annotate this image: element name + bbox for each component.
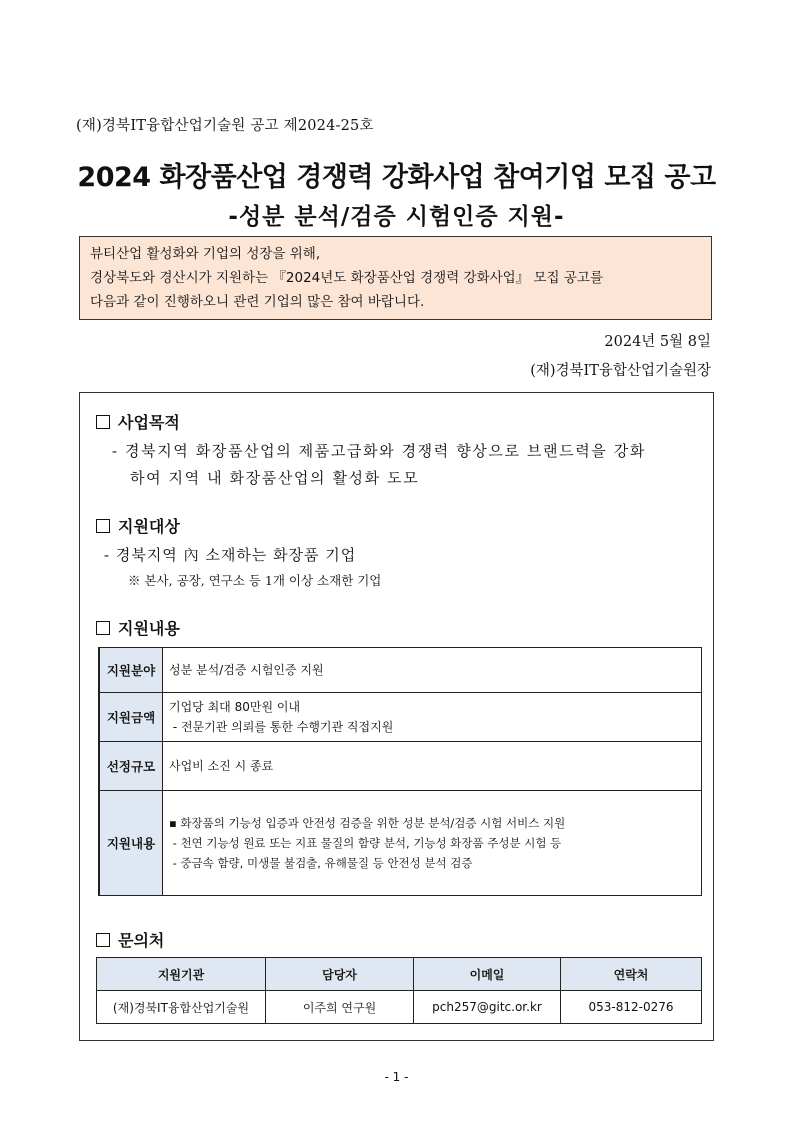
checkbox-square-icon — [96, 415, 110, 429]
contact-email[interactable]: pch257@gitc.or.kr — [414, 991, 561, 1024]
column-header: 담당자 — [266, 958, 414, 991]
table-header-row — [97, 958, 702, 991]
support-table — [98, 647, 702, 896]
row-value: 사업비 소진 시 종료 — [163, 742, 702, 791]
row-value: 성분 분석/검증 시험인증 지원 — [163, 648, 702, 693]
row-value: ▪ 화장품의 기능성 입증과 안전성 검증을 위한 성분 분석/검증 시험 서비스 지원 - 천연 기능성 원료 또는 지표 물질의 함량 분석, 기능성 화장품 주성분 시험 등 - 중금속 함량, 미생물 불검출, 유해물질 등 안전성 분석 검증 — [163, 791, 702, 896]
table-row — [99, 648, 702, 693]
checkbox-square-icon — [96, 519, 110, 533]
row-label: 지원내용 — [99, 791, 163, 896]
intro-line: 다음과 같이 진행하오니 관련 기업의 많은 참여 바랍니다. — [90, 294, 425, 310]
intro-line: 경상북도와 경산시가 지원하는 『2024년도 화장품산업 경쟁력 강화사업』 모집 공고를 — [90, 270, 603, 286]
issuer-name: (재)경북IT융합산업기술원장 — [530, 363, 711, 379]
contact-org: (재)경북IT융합산업기술원 — [97, 991, 266, 1024]
target-note: ※ 본사, 공장, 연구소 등 1개 이상 소재한 기업 — [128, 573, 382, 588]
row-label: 지원분야 — [99, 648, 163, 693]
checkbox-square-icon — [96, 621, 110, 635]
notice-number: (재)경북IT융합산업기술원 공고 제2024-25호 — [76, 118, 374, 134]
page-number: - 1 - — [384, 1070, 409, 1084]
contact-person: 이주희 연구원 — [266, 991, 414, 1024]
row-value: 기업당 최대 80만원 이내 - 전문기관 의뢰를 통한 수행기관 직접지원 — [163, 693, 702, 742]
table-row — [99, 693, 702, 742]
table-row — [99, 791, 702, 896]
section-heading-content: 지원내용 — [96, 616, 180, 639]
column-header: 이메일 — [414, 958, 561, 991]
notice-date: 2024년 5월 8일 — [604, 334, 711, 350]
page-subtitle: -성분 분석/검증 시험인증 지원- — [228, 204, 565, 230]
section-heading-contact: 문의처 — [96, 928, 164, 951]
section-heading-target: 지원대상 — [96, 514, 180, 537]
column-header: 연락처 — [561, 958, 702, 991]
contact-table — [96, 957, 702, 1024]
table-row — [99, 742, 702, 791]
table-row — [97, 991, 702, 1024]
section-heading-purpose: 사업목적 — [96, 410, 180, 433]
intro-box — [79, 236, 712, 320]
checkbox-square-icon — [96, 933, 110, 947]
contact-phone: 053-812-0276 — [561, 991, 702, 1024]
row-label: 선정규모 — [99, 742, 163, 791]
purpose-line: - 경북지역 화장품산업의 제품고급화와 경쟁력 향상으로 브랜드력을 강화 — [112, 442, 646, 460]
intro-line: 뷰티산업 활성화와 기업의 성장을 위해, — [90, 246, 321, 262]
purpose-line: 하여 지역 내 화장품산업의 활성화 도모 — [130, 469, 420, 487]
row-label: 지원금액 — [99, 693, 163, 742]
target-line: - 경북지역 內 소재하는 화장품 기업 — [104, 546, 357, 564]
column-header: 지원기관 — [97, 958, 266, 991]
page-title: 2024 화장품산업 경쟁력 강화사업 참여기업 모집 공고 — [77, 162, 716, 193]
